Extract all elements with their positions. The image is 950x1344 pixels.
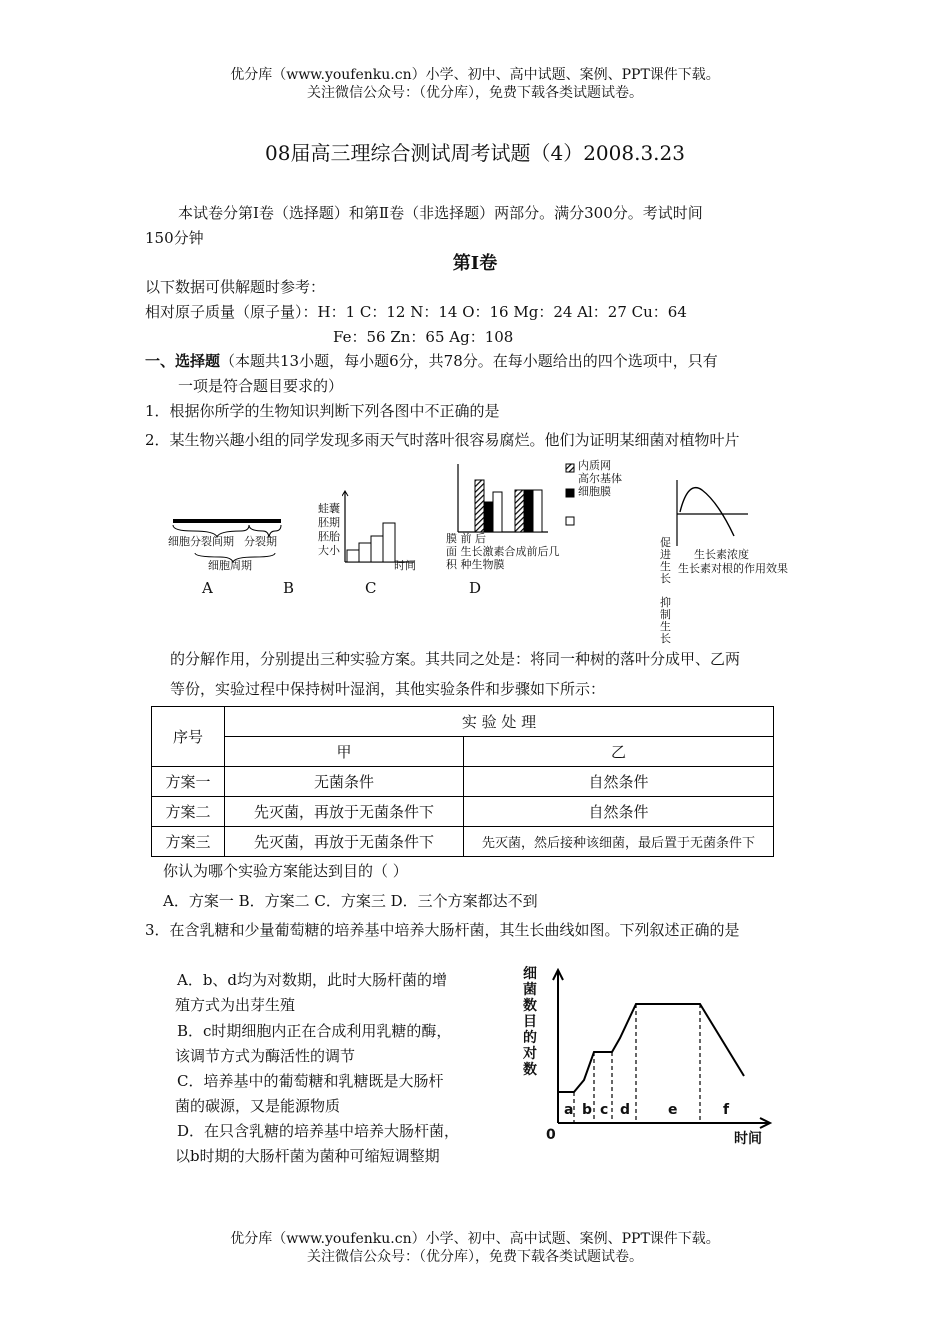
figure-letter-a: A — [202, 579, 213, 597]
table-row: 方案一 无菌条件 自然条件 — [152, 767, 774, 797]
question-2-line-1: 2．某生物兴趣小组的同学发现多雨天气时落叶很容易腐烂。他们为证明某细菌对植物叶片 — [145, 431, 740, 449]
table-header-a: 甲 — [225, 737, 464, 767]
q3-option-c-2: 菌的碳源，又是能源物质 — [175, 1097, 341, 1115]
figure-d-bar-er-after — [515, 490, 524, 532]
figure-d-legend — [578, 459, 622, 498]
legend-er: 内质网 — [578, 459, 611, 472]
legend-swatch-er — [566, 464, 574, 472]
figure-c-bar-3 — [371, 536, 383, 562]
question-2-options: A．方案一 B．方案二 C．方案三 D．三个方案都达不到 — [163, 892, 538, 910]
q3-option-b-2: 该调节方式为酶活性的调节 — [175, 1047, 356, 1065]
figure-d-chart — [448, 462, 578, 537]
question-2-line-2: 的分解作用，分别提出三种实验方案。其共同之处是：将同一种树的落叶分成甲、乙两 — [170, 650, 741, 668]
section-title: 第Ⅰ卷 — [452, 253, 498, 274]
experiment-table — [151, 706, 774, 857]
figure-letter-b: B — [283, 579, 295, 597]
figure-c-chart — [342, 490, 417, 565]
growth-xlabel: 时间 — [734, 1131, 762, 1147]
q3-option-a-2: 殖方式为出芽生殖 — [175, 996, 296, 1014]
header-line-2: 关注微信公众号：（优分库），免费下载各类试题试卷。 — [307, 85, 643, 101]
figure-e-curve — [680, 488, 734, 536]
legend-golgi: 高尔基体 — [578, 472, 622, 485]
figure-d-bar-golgi-after — [533, 490, 542, 532]
part1-desc-line-1 — [145, 351, 718, 371]
figure-c-bar-1 — [347, 550, 359, 562]
table-header-treatment: 实 验 处 理 — [225, 707, 774, 737]
q3-option-d-1: D．在只含乳糖的培养基中培养大肠杆菌， — [177, 1122, 460, 1140]
figure-a-label-division: 分裂期 — [244, 535, 277, 548]
phase-label-e: e — [668, 1102, 678, 1118]
figure-c-ylabel: 蛙囊 胚期 胚胎 大小 — [318, 502, 340, 557]
figure-a-label-cycle: 细胞周期 — [208, 559, 252, 572]
legend-membrane: 细胞膜 — [578, 485, 611, 498]
figure-e-chart — [672, 478, 752, 548]
intro-line-1: 本试卷分第Ⅰ卷（选择题）和第Ⅱ卷（非选择题）两部分。满分300分。考试时间 — [178, 204, 703, 222]
figure-e-caption: 生长素对根的作用效果 — [678, 562, 788, 575]
question-2-line-3: 等份，实验过程中保持树叶湿润，其他实验条件和步骤如下所示： — [170, 680, 606, 698]
figure-d-bar-membrane-before — [484, 502, 493, 532]
q3-option-b-1: B．c时期细胞内正在合成利用乳糖的酶， — [177, 1022, 452, 1040]
question-1: 1．根据你所学的生物知识判断下列各图中不正确的是 — [145, 402, 500, 420]
part1-desc-1: （本题共13小题，每小题6分，共78分。在每小题给出的四个选项中，只有 — [220, 352, 718, 370]
figure-c-bar-2 — [359, 543, 371, 562]
figure-d-xlabels: 膜 前 后 面 生长激素合成前后几 积 种生物膜 — [446, 532, 560, 571]
footer-line-1: 优分库（www.youfenku.cn）小学、初中、高中试题、案例、PPT课件下载。 — [230, 1231, 720, 1247]
growth-ylabel: 细 菌 数 目 的 对 数 — [523, 966, 537, 1078]
table-row: 方案二 先灭菌，再放于无菌条件下 自然条件 — [152, 797, 774, 827]
table-row: 方案三 先灭菌，再放于无菌条件下 先灭菌，然后接种该细菌，最后置于无菌条件下 — [152, 827, 774, 857]
legend-swatch-membrane — [566, 489, 574, 497]
figure-e-xlabel: 生长素浓度 — [694, 548, 749, 561]
figure-d-bar-golgi-before — [493, 492, 502, 532]
figure-d-bar-membrane-after — [524, 490, 533, 532]
cell-cycle-bar — [173, 519, 281, 523]
q3-option-c-1: C．培养基中的葡萄糖和乳糖既是大肠杆 — [177, 1072, 444, 1090]
figure-c-xlabel: 时间 — [394, 559, 416, 572]
intro-line-2: 150分钟 — [145, 229, 204, 247]
q3-option-d-2: 以b时期的大肠杆菌为菌种可缩短调整期 — [175, 1147, 440, 1165]
phase-label-a: a — [564, 1102, 574, 1118]
reference-line-3: Fe：56 Zn：65 Ag：108 — [333, 328, 514, 346]
legend-swatch-golgi — [566, 517, 574, 525]
part1-heading: 一、选择题 — [145, 352, 221, 370]
figure-a-label-interphase: 细胞分裂间期 — [168, 535, 234, 548]
figure-d-bar-er-before — [475, 480, 484, 532]
phase-label-f: f — [723, 1102, 730, 1118]
question-2-prompt: 你认为哪个实验方案能达到目的（ ） — [163, 862, 408, 880]
q3-option-a-1: A．b、d均为对数期，此时大肠杆菌的增 — [177, 971, 448, 989]
phase-label-b: b — [582, 1102, 593, 1118]
growth-curve — [558, 1004, 744, 1092]
question-3: 3．在含乳糖和少量葡萄糖的培养基中培养大肠杆菌，其生长曲线如图。下列叙述正确的是 — [145, 921, 740, 939]
phase-label-d: d — [620, 1102, 631, 1118]
phase-label-c: c — [600, 1102, 609, 1118]
growth-origin: 0 — [546, 1127, 556, 1143]
part1-desc-line-2: 一项是符合题目要求的） — [178, 377, 344, 395]
header-line-1: 优分库（www.youfenku.cn）小学、初中、高中试题、案例、PPT课件下载。 — [230, 67, 720, 83]
table-header-seq: 序号 — [152, 707, 225, 767]
page-title: 08届高三理综合测试周考试题（4）2008.3.23 — [265, 141, 685, 165]
footer-line-2: 关注微信公众号：（优分库），免费下载各类试题试卷。 — [307, 1249, 643, 1265]
figure-letter-c: C — [365, 579, 377, 597]
reference-line-2: 相对原子质量（原子量）：H：1 C：12 N：14 O：16 Mg：24 Al：27 Cu：64 — [145, 303, 687, 321]
table-header-b: 乙 — [464, 737, 774, 767]
figure-e-ylabel: 促 进 生 长 抑 制 生 长 — [660, 536, 671, 645]
reference-line-1: 以下数据可供解题时参考： — [145, 278, 326, 296]
figure-letter-d: D — [469, 579, 482, 597]
